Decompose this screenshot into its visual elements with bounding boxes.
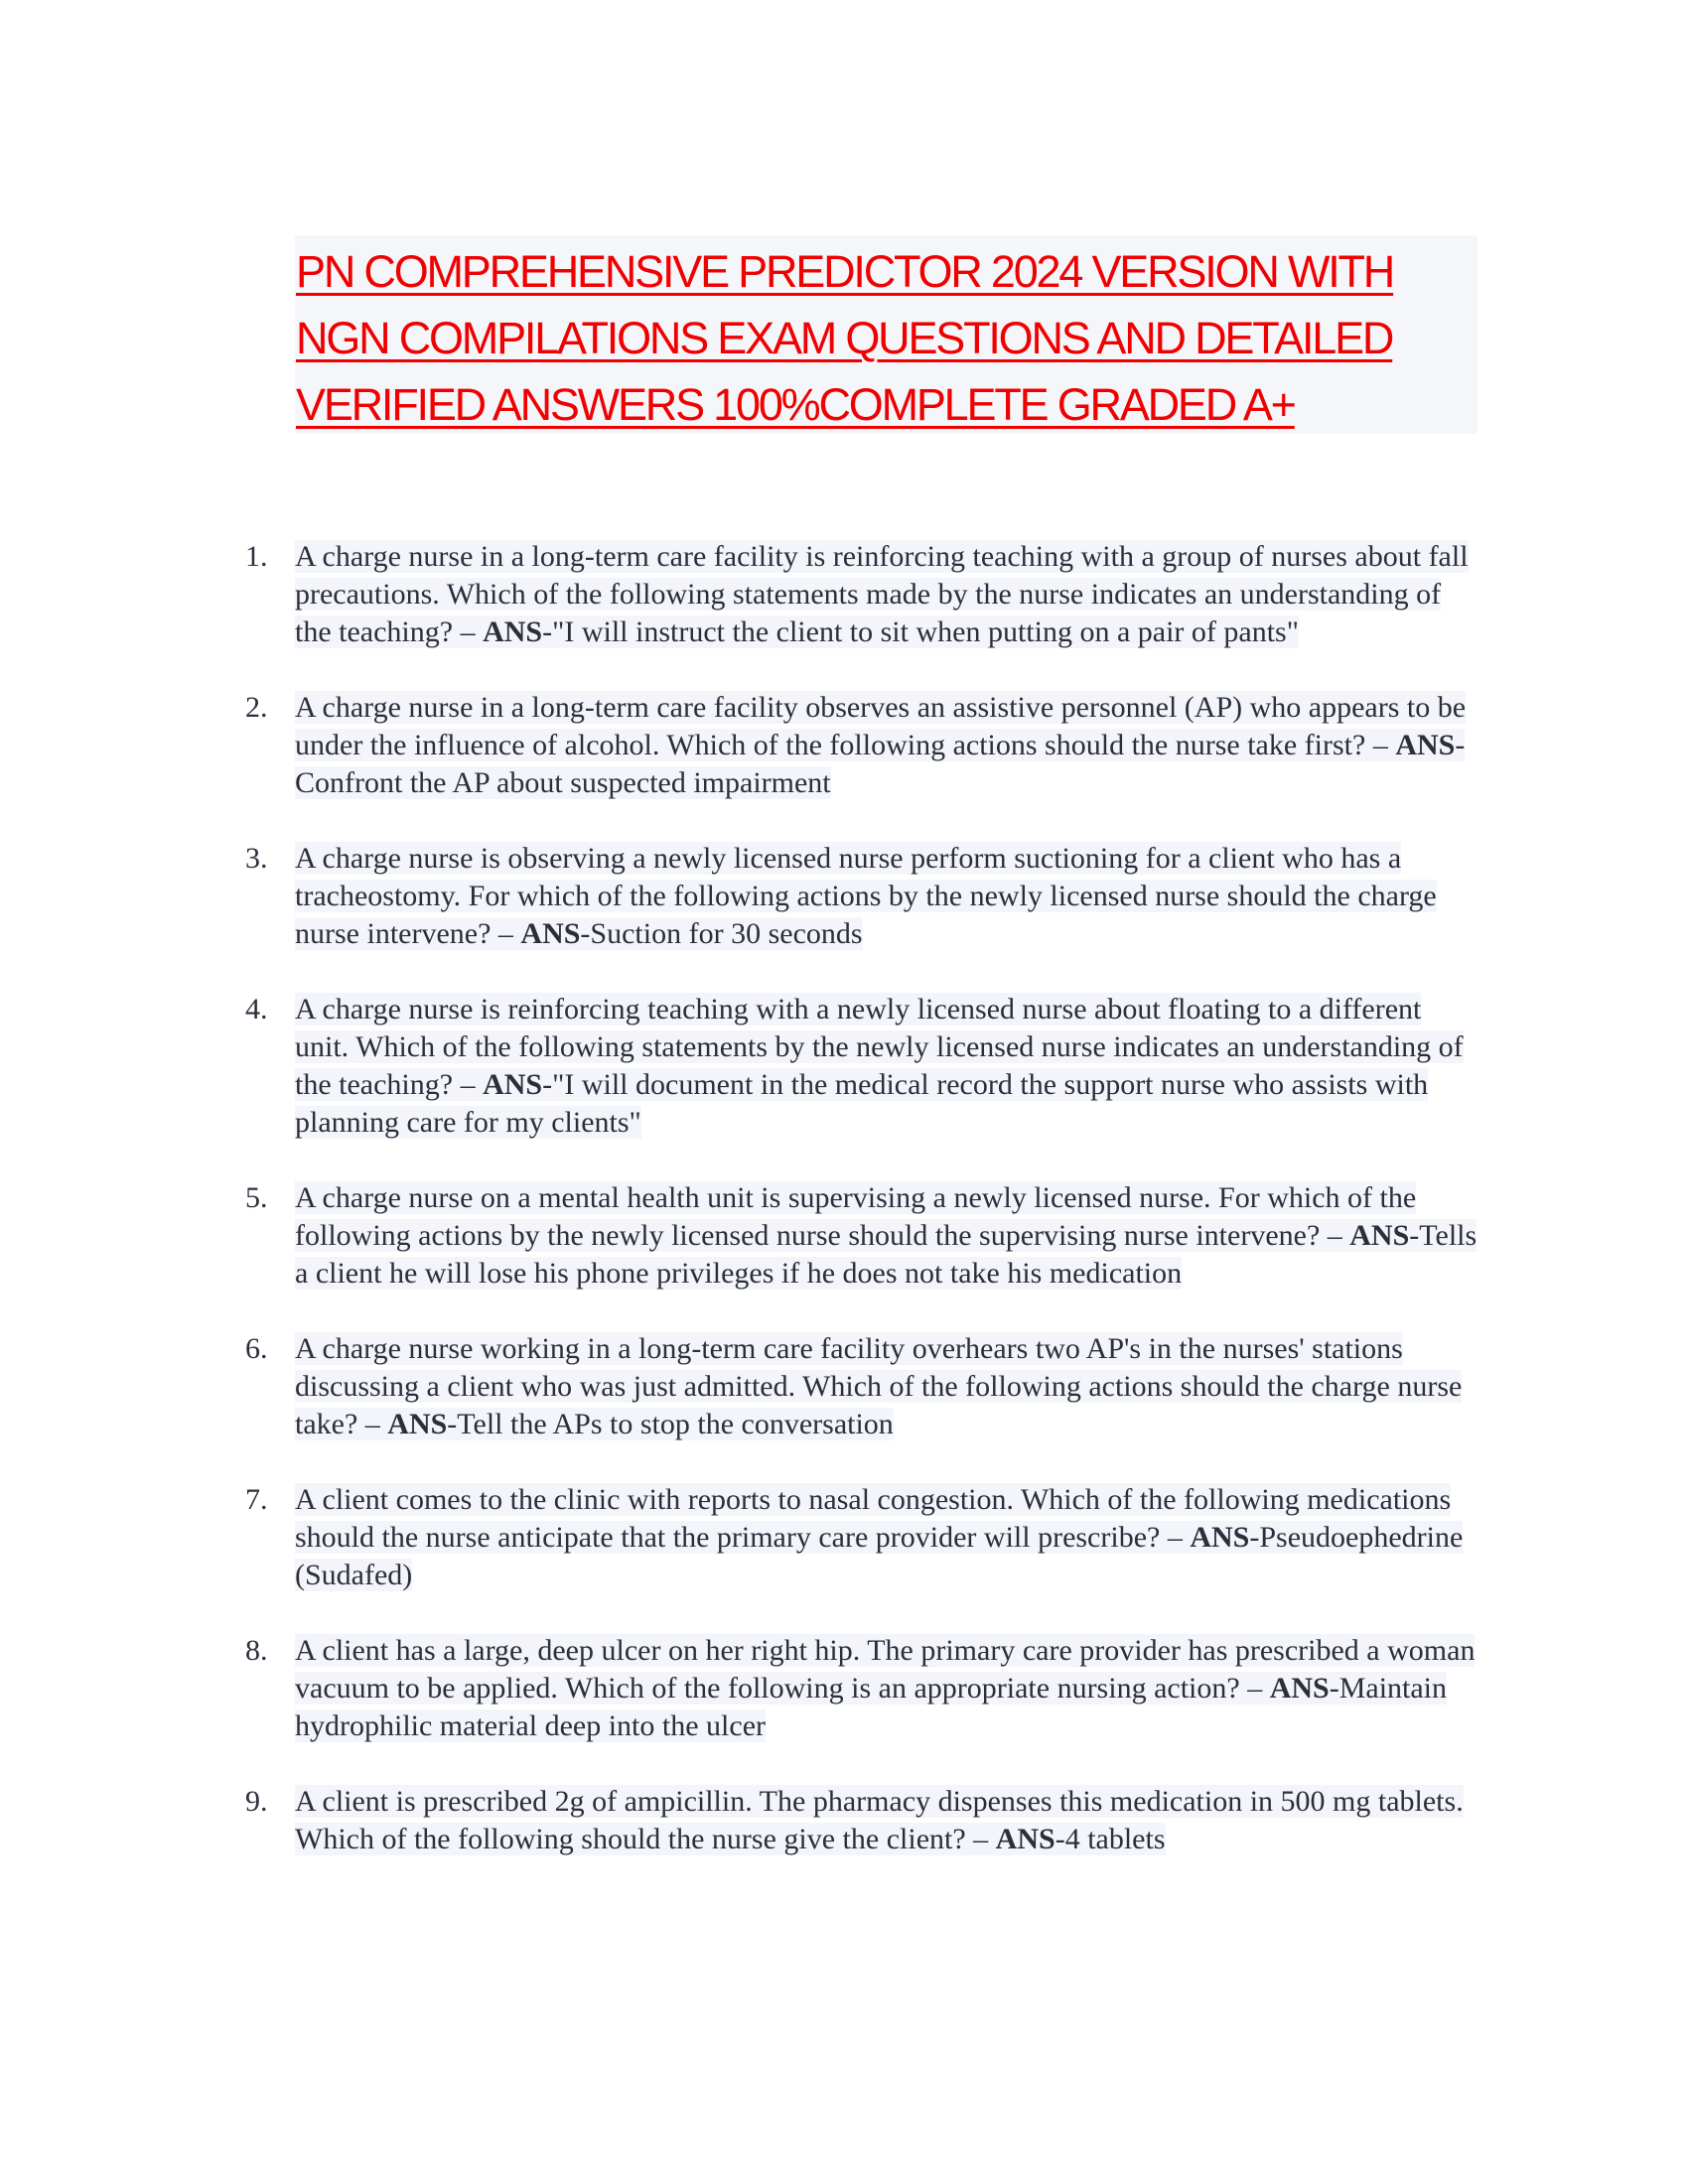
question-item [0,1179,1481,1293]
separator: – [1239,1672,1270,1705]
item-number: 7. [245,1483,268,1516]
item-text [295,842,1437,950]
answer-label: ANS [520,917,581,950]
question-item [0,1330,1481,1443]
separator: – [453,1068,484,1101]
answer-text: Tell the APs to stop the conversation [457,1408,894,1440]
answer-dash: - [1249,1521,1260,1554]
separator: – [491,917,521,950]
item-text [295,540,1469,648]
item-number: 3. [245,842,268,875]
item-text [295,1332,1462,1440]
answer-text: Confront the AP about suspected impairment [295,766,831,799]
answer-text: Suction for 30 seconds [590,917,863,950]
question-item [0,689,1481,802]
item-number: 2. [245,691,268,724]
item-text [295,1483,1463,1591]
question-item [0,1783,1481,1858]
answer-label: ANS [995,1823,1055,1855]
question-text: A charge nurse in a long-term care facility is reinforcing teaching with a group of nurses about fall precautions. Which of the following statements made by the nurse indicates an understanding of the teaching? [295,540,1469,648]
separator: – [965,1823,996,1855]
item-number: 8. [245,1634,268,1667]
question-item [0,1632,1481,1745]
question-text: A charge nurse is observing a newly licensed nurse perform suctioning for a client who has a tracheostomy. For which of the following actions by the newly licensed nurse should the charge nurse intervene? [295,842,1437,950]
question-item [0,991,1481,1142]
question-text: A charge nurse working in a long-term care facility overhears two AP's in the nurses' stations discussing a client who was just admitted. Which of the following actions should the charge nurse take? [295,1332,1463,1440]
answer-dash: - [1409,1219,1420,1252]
separator: – [453,615,484,648]
answer-text: Tells a client he will lose his phone privileges if he does not take his medication [295,1219,1477,1290]
item-number: 9. [245,1785,268,1818]
question-text: A charge nurse in a long-term care facility observes an assistive personnel (AP) who appears to be under the influence of alcohol. Which of the following actions should the nurse take first? [295,691,1467,761]
item-number: 4. [245,993,268,1025]
answer-dash: - [1055,1823,1065,1855]
item-text [295,1785,1464,1855]
item-number: 1. [245,540,268,573]
question-item [0,538,1481,651]
question-text: A charge nurse on a mental health unit is supervising a newly licensed nurse. For which of the following actions by the newly licensed nurse should the supervising nurse intervene? [295,1181,1417,1252]
title-line: NGN COMPILATIONS EXAM QUESTIONS AND DETAILED [296,313,1393,363]
separator: – [357,1408,388,1440]
document-title [296,238,1393,438]
answer-text: Pseudoephedrine (Sudafed) [295,1521,1464,1591]
title-line: VERIFIED ANSWERS 100%COMPLETE GRADED A+ [296,379,1295,430]
answer-label: ANS [1269,1672,1330,1705]
answer-label: ANS [1190,1521,1250,1554]
question-text: A client comes to the clinic with reports to nasal congestion. Which of the following medications should the nurse anticipate that the primary care provider will prescribe? [295,1483,1452,1554]
item-text [295,993,1464,1139]
question-text: A client has a large, deep ulcer on her right hip. The primary care provider has prescribed a woman vacuum to be applied. Which of the following is an appropriate nursing action? [295,1634,1476,1705]
answer-dash: - [542,1068,553,1101]
separator: – [1365,729,1396,761]
answer-dash: - [542,615,553,648]
answer-text: "I will document in the medical record the support nurse who assists with planning care for my clients" [295,1068,1429,1139]
answer-text: "I will instruct the client to sit when putting on a pair of pants" [552,615,1299,648]
item-text [295,691,1466,799]
answer-label: ANS [483,615,543,648]
item-text [295,1634,1475,1742]
question-text: A client is prescribed 2g of ampicillin. The pharmacy dispenses this medication in 500 mg tablets. Which of the following should the nurse give the client? [295,1785,1464,1855]
answer-text: 4 tablets [1064,1823,1166,1855]
item-number: 5. [245,1181,268,1214]
answer-dash: - [447,1408,458,1440]
answer-dash: - [580,917,591,950]
separator: – [1160,1521,1191,1554]
answer-label: ANS [1395,729,1456,761]
title-line: PN COMPREHENSIVE PREDICTOR 2024 VERSION WITH [296,246,1394,297]
question-list [0,538,1481,1896]
answer-dash: - [1329,1672,1339,1705]
question-text: A charge nurse is reinforcing teaching with a newly licensed nurse about floating to a different unit. Which of the following statements by the newly licensed nurse indicates an understanding of the teaching? [295,993,1464,1101]
answer-label: ANS [483,1068,543,1101]
answer-label: ANS [387,1408,448,1440]
question-item [0,1481,1481,1594]
question-item [0,840,1481,953]
separator: – [1320,1219,1350,1252]
answer-label: ANS [1349,1219,1410,1252]
answer-text: Maintain hydrophilic material deep into the ulcer [295,1672,1448,1742]
answer-dash: - [1455,729,1466,761]
item-text [295,1181,1477,1290]
item-number: 6. [245,1332,268,1365]
